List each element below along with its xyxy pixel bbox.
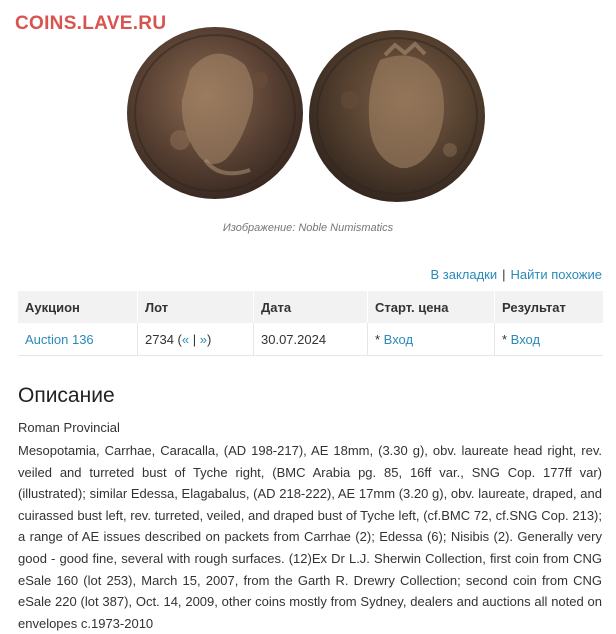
cell-date: 30.07.2024 (254, 323, 368, 356)
image-caption: Изображение: Noble Numismatics (222, 222, 394, 234)
header-auction: Аукцион (18, 291, 138, 323)
actions-bar (430, 267, 602, 282)
result-prefix: * (502, 331, 511, 347)
table-header-row (18, 291, 603, 323)
header-start-price: Старт. цена (368, 291, 495, 323)
bookmark-link[interactable]: В закладки (430, 267, 498, 282)
lot-nav-separator: | (189, 331, 200, 347)
next-lot-link[interactable]: » (199, 331, 207, 347)
coin-image[interactable] (120, 20, 490, 205)
header-lot: Лот (138, 291, 254, 323)
cell-auction (18, 323, 138, 356)
watermark: COINS.LAVE.RU (15, 13, 167, 34)
description-text: Mesopotamia, Carrhae, Caracalla, (AD 198-217), AE 18mm, (3.30 g), obv. laureate head right, rev. veiled and turreted bust of Tyche right, (BMC Arabia pg. 85, 16ff var., SNG Cop. 177ff var) (illustrated); similar Edessa, Elagabalus, (AD 218-222), AE 17mm (3.20 g), obv. laureate, draped, and cuirassed bust left, rev. turreted, veiled, and draped bust of Tyche left, (cf.BMC 72, cf.SNG Cop. 213); a range of AE issues described on packets from Carrhae (2); Edessa (6); Nisibis (2). Generally very good - good fine, several with rough surfaces. (12)Ex Dr L.J. Sherwin Collection, first coin from CNG eSale 160 (lot 253), March 15, 2007, from the Garth R. Drewry Collection; second coin from CNG eSale 220 (lot 387), Oct. 14, 2009, other coins mostly from Sydney, dealers and auctions all noted on envelopes c.1973-2010 (18, 443, 602, 631)
result-login-link[interactable]: Вход (510, 331, 541, 347)
cell-lot (138, 323, 254, 356)
auction-link[interactable]: Auction 136 (25, 331, 94, 347)
lot-close-paren: ) (206, 331, 212, 347)
description-title: Описание (18, 384, 115, 407)
lot-number: 2734 ( (145, 331, 182, 347)
table-row (18, 323, 603, 356)
cell-start-price (368, 323, 495, 356)
header-result: Результат (495, 291, 604, 323)
coin-reverse (309, 30, 485, 202)
start-price-login-link[interactable]: Вход (383, 331, 414, 347)
coin-obverse (127, 27, 303, 199)
find-similar-link[interactable]: Найти похожие (510, 267, 602, 282)
actions-separator: | (502, 267, 506, 282)
prev-lot-link[interactable]: « (181, 331, 190, 347)
cell-result (495, 323, 604, 356)
lots-table (18, 291, 603, 356)
start-price-prefix: * (375, 331, 384, 347)
description-category: Roman Provincial (18, 420, 120, 435)
header-date: Дата (254, 291, 368, 323)
